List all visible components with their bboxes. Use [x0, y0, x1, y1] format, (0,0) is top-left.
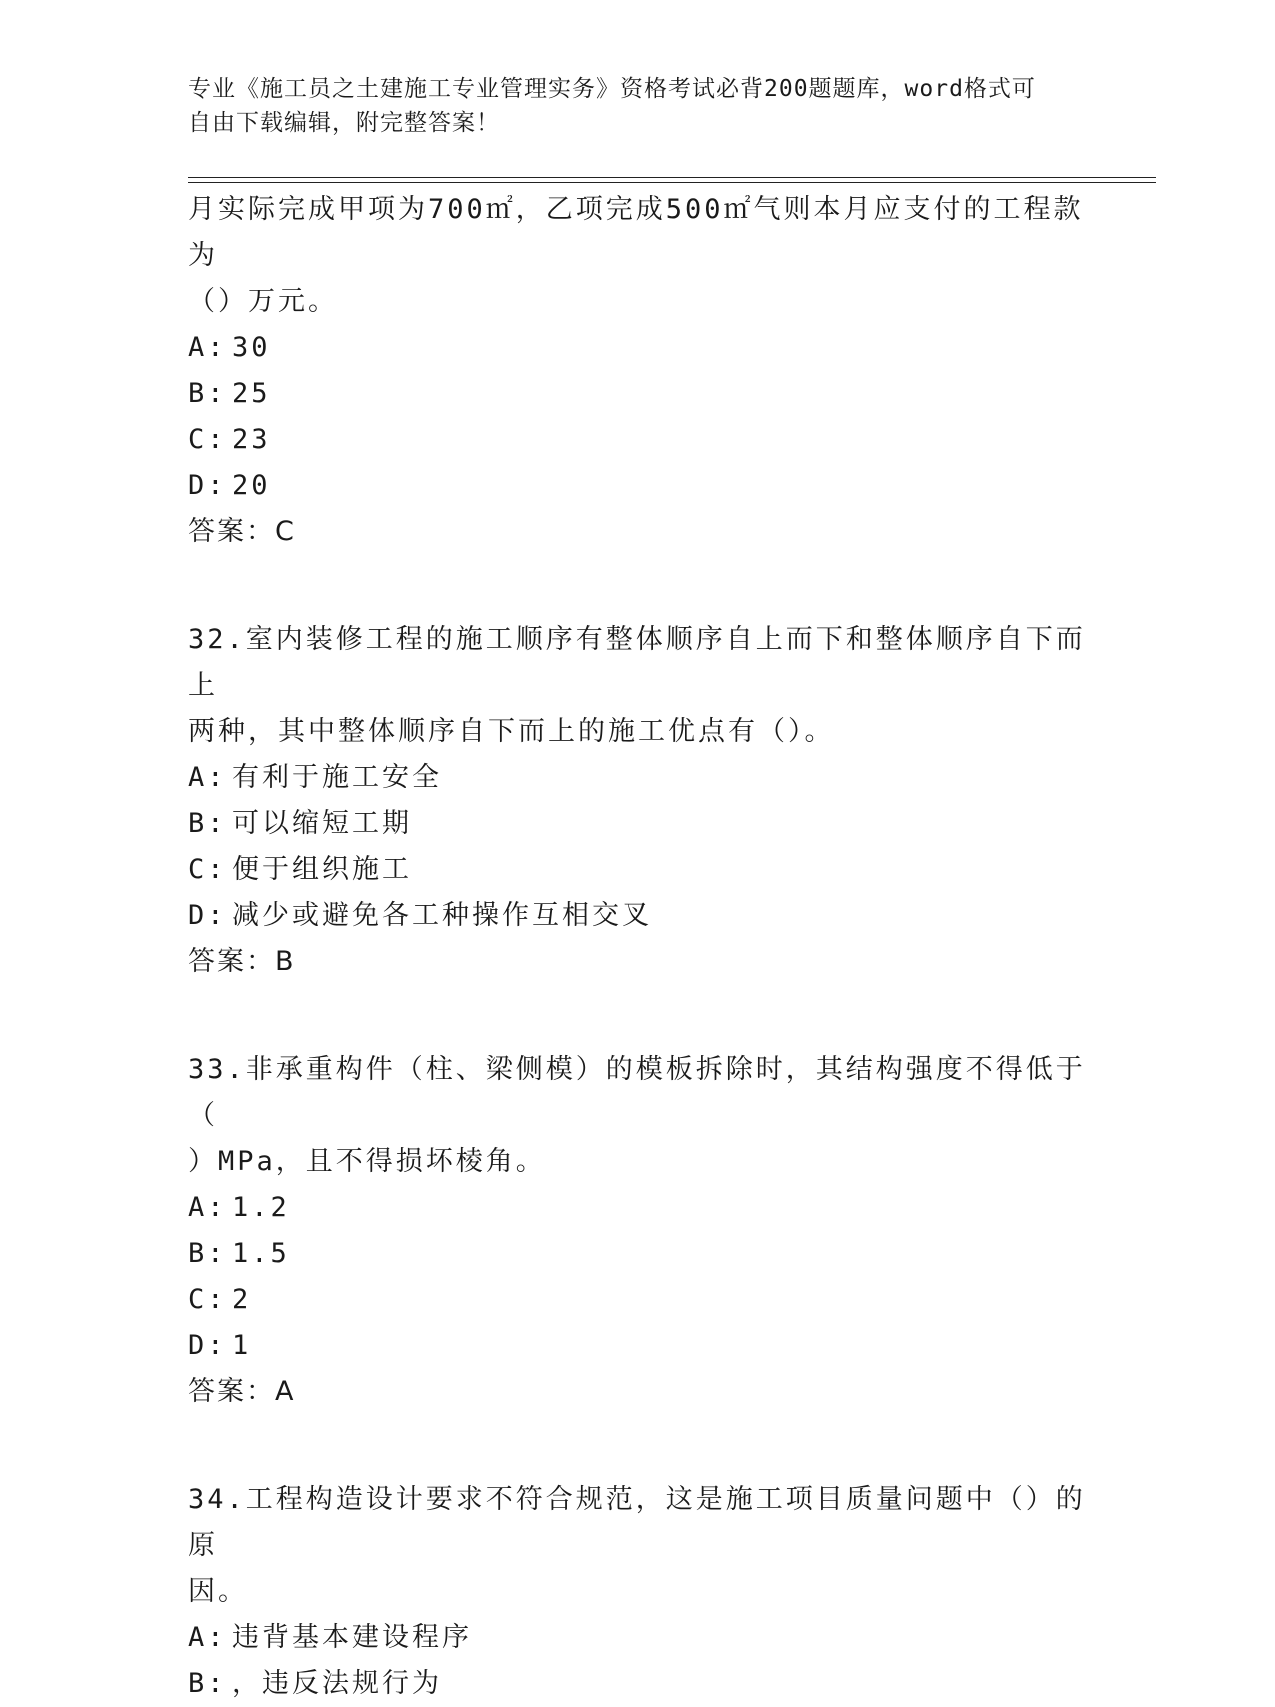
- question-text-line: （）万元。: [188, 286, 338, 317]
- option-text: 有利于施工安全: [232, 762, 442, 793]
- option-text: 1: [232, 1330, 252, 1361]
- question-text-line: 34.工程构造设计要求不符合规范，这是施工项目质量问题中（）的原: [188, 1484, 1086, 1561]
- option-key: B:: [188, 808, 227, 839]
- answer-line: 答案：B: [188, 946, 296, 977]
- header-divider-top: [188, 177, 1156, 178]
- option-d: [188, 1323, 1088, 1369]
- option-c: [188, 417, 1088, 463]
- option-key: B:: [188, 378, 227, 409]
- question-text-line: 因。: [188, 1576, 248, 1607]
- header-line-1: 专业《施工员之土建施工专业管理实务》资格考试必背200题题库，word格式可: [188, 76, 1036, 102]
- option-key: C:: [188, 424, 227, 455]
- option-text: ，违反法规行为: [232, 1668, 442, 1699]
- option-key: B:: [188, 1668, 227, 1699]
- option-text: 30: [232, 332, 271, 363]
- option-a: [188, 755, 1088, 801]
- option-b: [188, 1231, 1088, 1277]
- option-b: [188, 1661, 1088, 1707]
- option-a: [188, 1185, 1088, 1231]
- option-text: 23: [232, 424, 271, 455]
- option-text: 25: [232, 378, 271, 409]
- option-key: D:: [188, 900, 227, 931]
- option-text: 可以缩短工期: [232, 808, 412, 839]
- question-text-line: ）MPa，且不得损坏棱角。: [188, 1146, 546, 1177]
- question-list: [188, 187, 1088, 1707]
- question-text-line: 两种，其中整体顺序自下而上的施工优点有（）。: [188, 716, 835, 747]
- question-text-line: 月实际完成甲项为700㎡，乙项完成500㎡气则本月应支付的工程款为: [188, 194, 1084, 271]
- question-block: [188, 1477, 1088, 1707]
- option-c: [188, 847, 1088, 893]
- question-block: [188, 617, 1088, 985]
- question-text: [188, 187, 1088, 325]
- option-key: D:: [188, 470, 227, 501]
- option-key: C:: [188, 1284, 227, 1315]
- option-text: 2: [232, 1284, 252, 1315]
- option-d: [188, 893, 1088, 939]
- option-key: B:: [188, 1238, 227, 1269]
- option-b: [188, 801, 1088, 847]
- option-key: A:: [188, 1622, 227, 1653]
- option-text: 20: [232, 470, 271, 501]
- option-a: [188, 325, 1088, 371]
- option-text: 1.5: [232, 1238, 290, 1269]
- option-d: [188, 463, 1088, 509]
- question-text: [188, 1477, 1088, 1615]
- answer-line: 答案：C: [188, 516, 296, 547]
- question-text-line: 32.室内装修工程的施工顺序有整体顺序自上而下和整体顺序自下而上: [188, 624, 1086, 701]
- option-key: D:: [188, 1330, 227, 1361]
- option-text: 减少或避免各工种操作互相交叉: [232, 900, 652, 931]
- document-header: [188, 72, 1088, 140]
- question-block: [188, 187, 1088, 555]
- option-key: A:: [188, 762, 227, 793]
- option-key: A:: [188, 1192, 227, 1223]
- header-divider-bottom: [188, 182, 1156, 183]
- option-key: A:: [188, 332, 227, 363]
- answer-line: 答案：A: [188, 1376, 296, 1407]
- option-a: [188, 1615, 1088, 1661]
- option-c: [188, 1277, 1088, 1323]
- option-b: [188, 371, 1088, 417]
- option-text: 便于组织施工: [232, 854, 412, 885]
- option-text: 1.2: [232, 1192, 290, 1223]
- question-text-line: 33.非承重构件（柱、梁侧模）的模板拆除时，其结构强度不得低于（: [188, 1054, 1086, 1131]
- header-line-2: 自由下载编辑，附完整答案！: [188, 110, 500, 136]
- question-text: [188, 617, 1088, 755]
- question-block: [188, 1047, 1088, 1415]
- question-text: [188, 1047, 1088, 1185]
- option-text: 违背基本建设程序: [232, 1622, 472, 1653]
- option-key: C:: [188, 854, 227, 885]
